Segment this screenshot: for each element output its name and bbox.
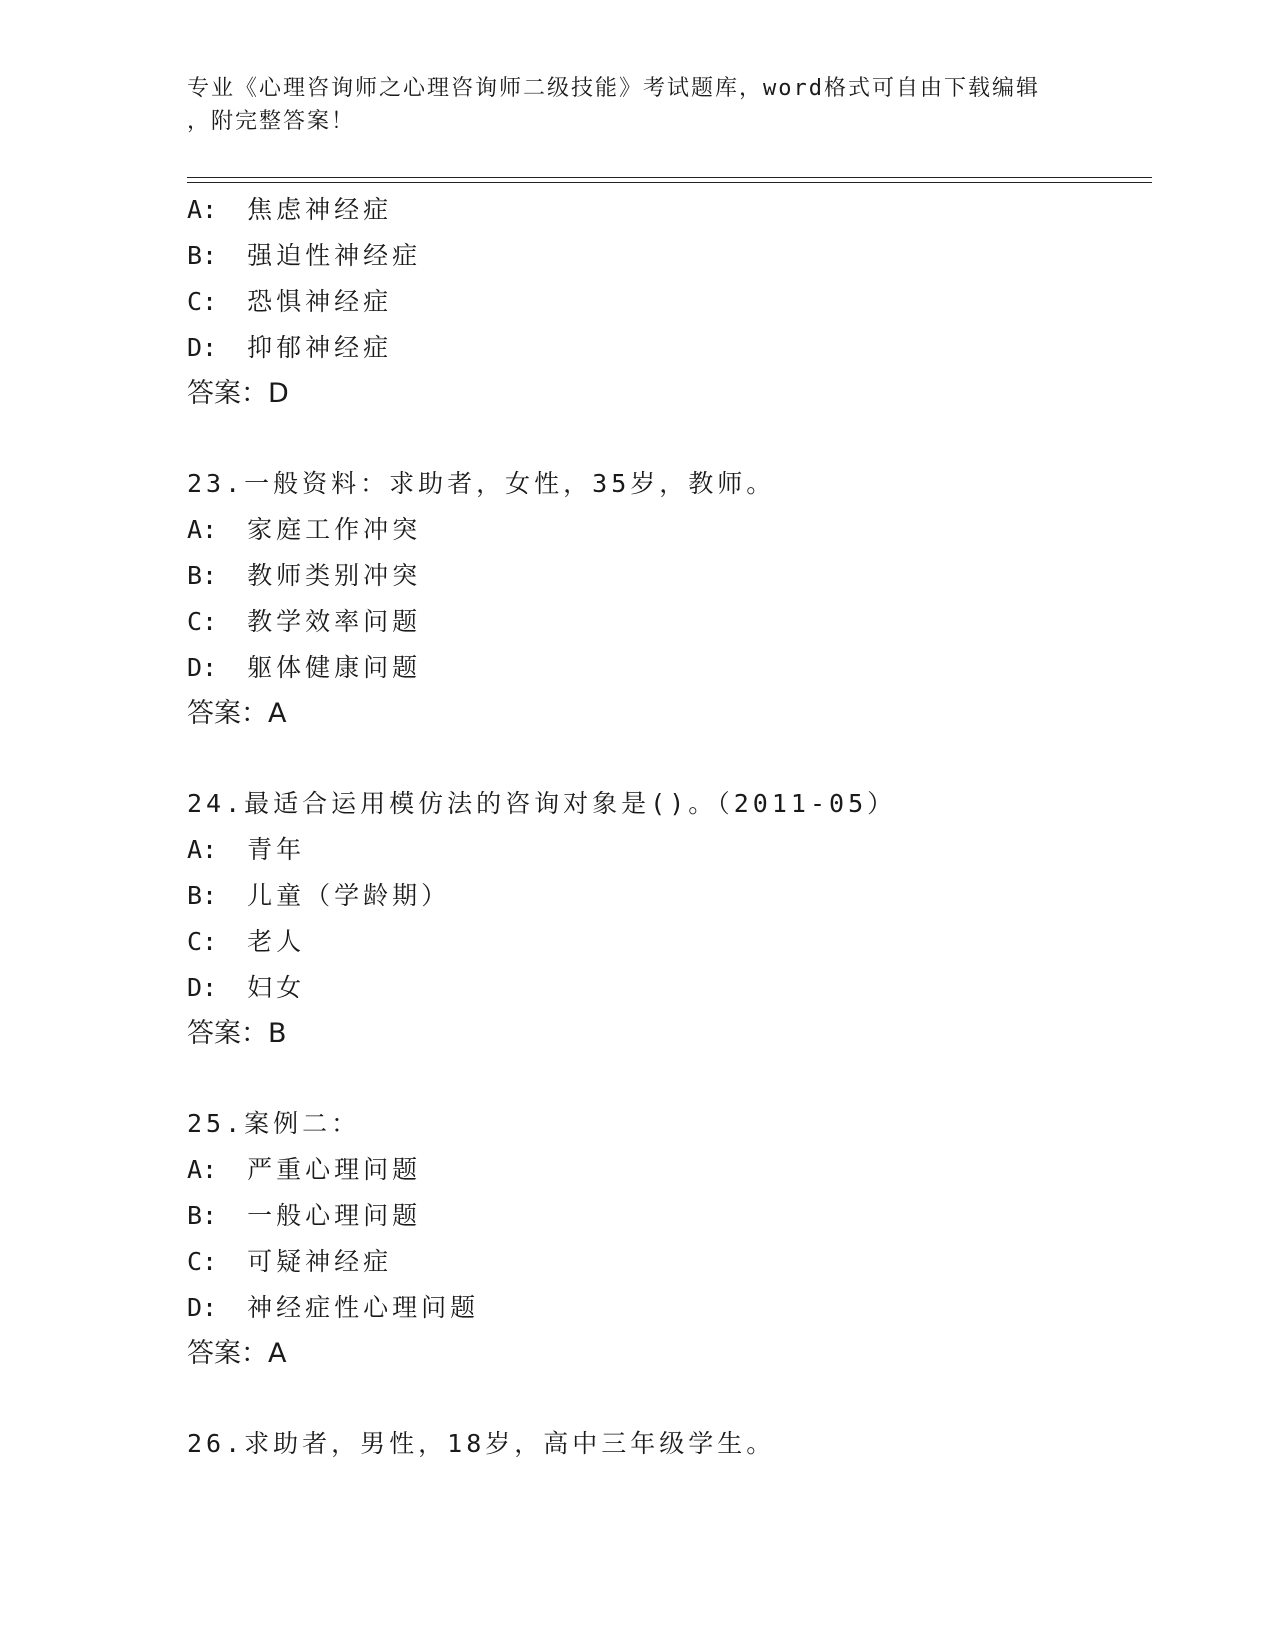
option-c: C: 教学效率问题: [187, 607, 422, 636]
question-23: [187, 461, 1147, 737]
answer-line: 答案：D: [187, 378, 289, 409]
question-text: 25.案例二：: [187, 1109, 361, 1138]
question-text: 23.一般资料：求助者，女性，35岁，教师。: [187, 469, 776, 498]
option-c: C: 恐惧神经症: [187, 287, 393, 316]
answer-line: 答案：B: [187, 1018, 287, 1049]
option-d: D: 神经症性心理问题: [187, 1293, 480, 1322]
question-25: [187, 1101, 1147, 1377]
option-c: C: 老人: [187, 927, 306, 956]
question-26: [187, 1421, 1147, 1467]
header-divider-bottom: [187, 182, 1152, 183]
question-24: [187, 781, 1147, 1057]
question-text: 24.最适合运用模仿法的咨询对象是()。（2011-05）: [187, 789, 897, 818]
option-c: C: 可疑神经症: [187, 1247, 393, 1276]
option-a: A: 严重心理问题: [187, 1155, 422, 1184]
option-d: D: 抑郁神经症: [187, 333, 393, 362]
answer-line: 答案：A: [187, 1338, 287, 1369]
answer-line: 答案：A: [187, 698, 287, 729]
header-divider-top: [187, 177, 1152, 178]
option-a: A: 青年: [187, 835, 306, 864]
question-list: [187, 187, 1147, 1467]
option-a: A: 家庭工作冲突: [187, 515, 422, 544]
header-line-1: 专业《心理咨询师之心理咨询师二级技能》考试题库，word格式可自由下载编辑: [187, 76, 1040, 101]
header-line-2: ，附完整答案！: [187, 109, 356, 134]
option-b: B: 强迫性神经症: [187, 241, 422, 270]
option-d: D: 躯体健康问题: [187, 653, 422, 682]
question-22-continued: [187, 187, 1147, 417]
option-a: A: 焦虑神经症: [187, 195, 393, 224]
option-b: B: 儿童（学龄期）: [187, 881, 451, 910]
option-d: D: 妇女: [187, 973, 306, 1002]
option-b: B: 一般心理问题: [187, 1201, 422, 1230]
document-header: [187, 72, 1087, 138]
question-text: 26.求助者，男性，18岁，高中三年级学生。: [187, 1429, 776, 1458]
option-b: B: 教师类别冲突: [187, 561, 422, 590]
